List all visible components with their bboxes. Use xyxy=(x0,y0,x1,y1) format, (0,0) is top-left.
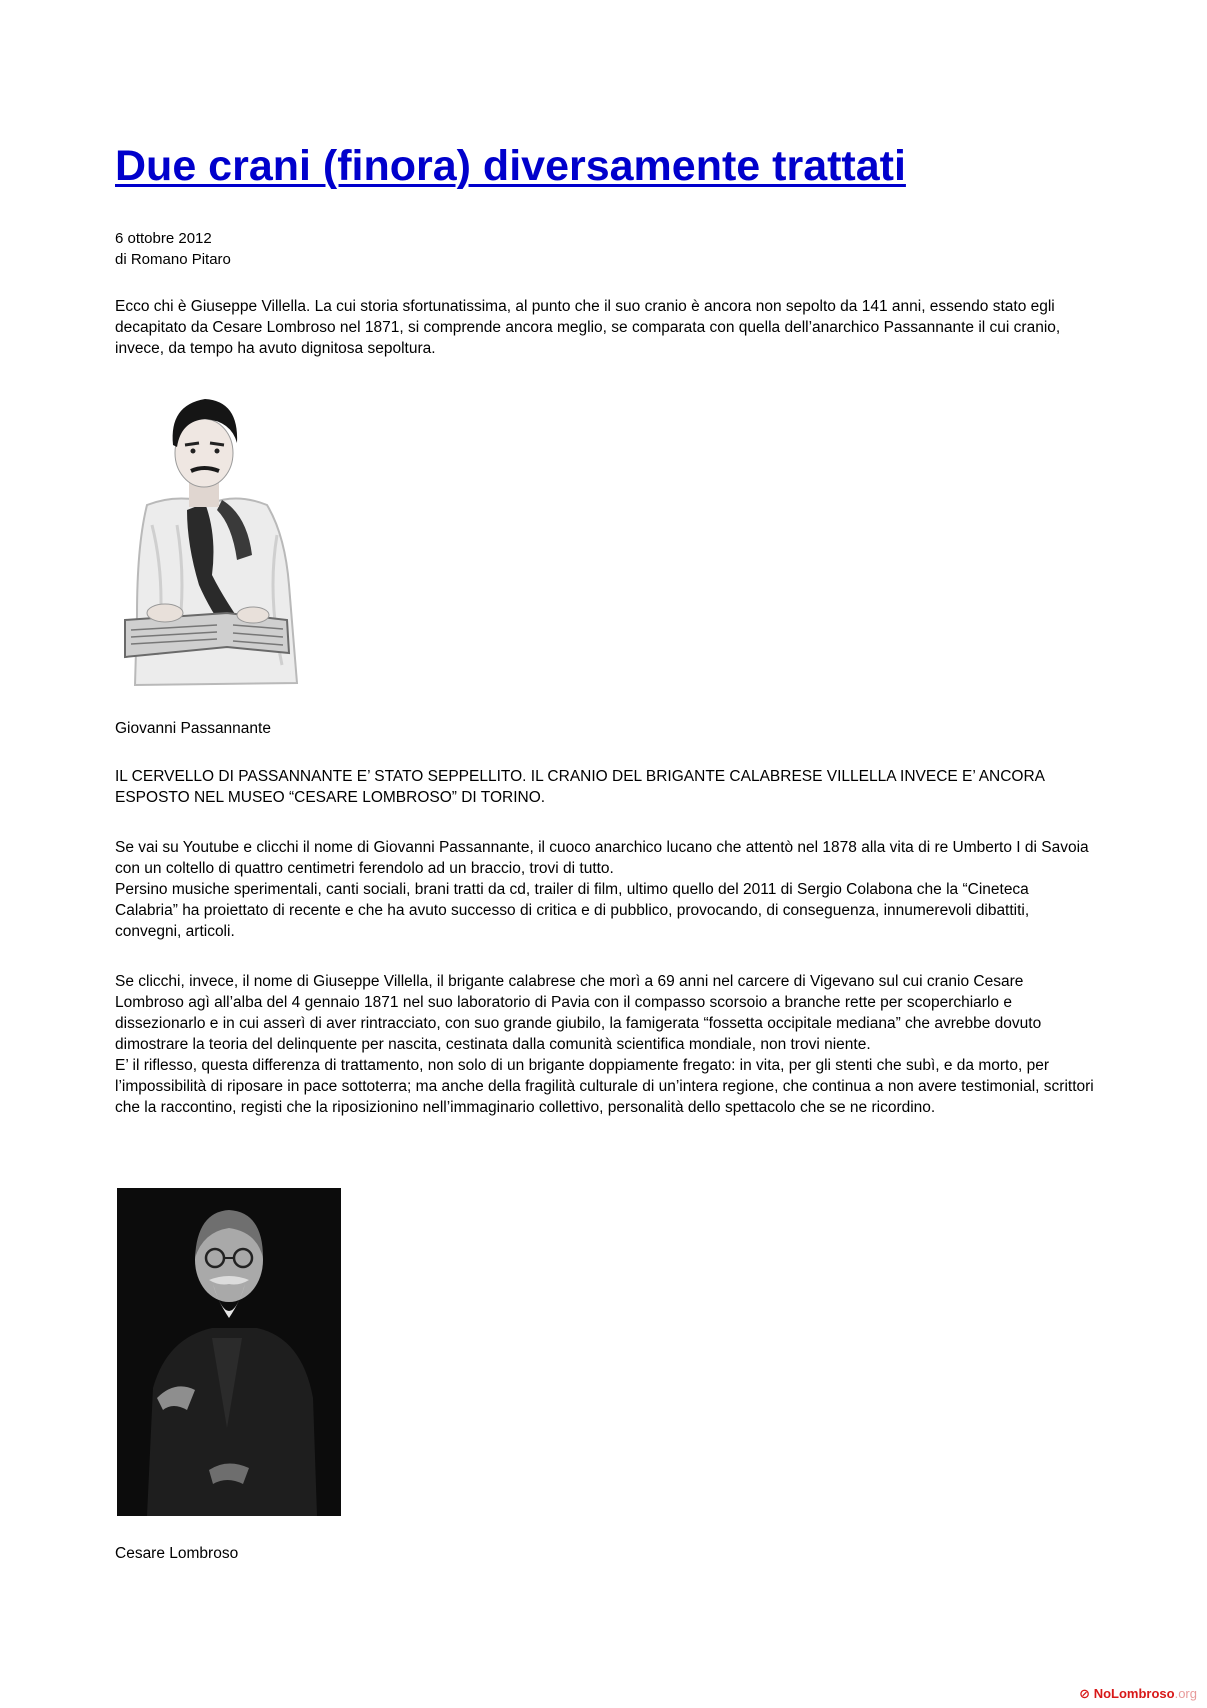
lombroso-photo xyxy=(117,1188,341,1516)
passannante-portrait-drawing xyxy=(117,385,313,691)
watermark-suffix: .org xyxy=(1174,1686,1197,1701)
article-date: 6 ottobre 2012 xyxy=(115,230,212,247)
no-symbol-icon: ⊘ xyxy=(1079,1686,1091,1701)
villella-paragraph-part2: E’ il riflesso, questa differenza di trattamento, non solo di un brigante doppiamente fregato: in vita, per gli stenti che subì, e da morto, per l’impossibilità di riposare in pace sottoterra; ma anche della fragilità culturale di un’intera regione, che continua a non avere testimonial, scrittori che la raccontino, registi che la riposizionino nell’immaginario collettivo, personalità dello spettacolo che se ne ricordino. xyxy=(115,1057,1094,1116)
lombroso-caption: Cesare Lombroso xyxy=(115,1545,239,1562)
villella-paragraph-part1: Se clicchi, invece, il nome di Giuseppe Villella, il brigante calabrese che morì a 69 anni nel carcere di Vigevano sul cui cranio Cesare Lombroso agì all’alba del 4 gennaio 1871 nel suo laboratorio di Pavia con il compasso scorsoio a branche rette per scoperchiarlo e dissezionarlo e in cui asserì di aver rintracciato, con suo grande giubilo, la famigerata “fossetta occipitale mediana” che avrebbe dovuto dimostrare la teoria del delinquente per nascita, cestinata dalla comunità scientifica mondiale, non trovi niente. xyxy=(115,973,1042,1053)
watermark-brand: NoLombroso xyxy=(1093,1686,1175,1701)
youtube-paragraph-part1: Se vai su Youtube e clicchi il nome di Giovanni Passannante, il cuoco anarchico lucano che attentò nel 1878 alla vita di re Umberto I di Savoia con un coltello di quattro centimetri ferendolo ad un braccio, trovi di tutto. xyxy=(115,839,1089,877)
passannante-caption: Giovanni Passannante xyxy=(115,720,271,737)
villella-paragraph xyxy=(115,971,1095,1118)
passannante-photo xyxy=(117,385,313,691)
intro-paragraph: Ecco chi è Giuseppe Villella. La cui storia sfortunatissima, al punto che il suo cranio è ancora non sepolto da 141 anni, essendo stato egli decapitato da Cesare Lombroso nel 1871, si comprende ancora meglio, se comparata con quella dell’anarchico Passannante il cui cranio, invece, da tempo ha avuto dignitosa sepoltura. xyxy=(115,298,1061,357)
headline-paragraph: IL CERVELLO DI PASSANNANTE E’ STATO SEPPELLITO. IL CRANIO DEL BRIGANTE CALABRESE VILLELLA INVECE E’ ANCORA ESPOSTO NEL MUSEO “CESARE LOMBROSO” DI TORINO. xyxy=(115,768,1045,806)
article-author: di Romano Pitaro xyxy=(115,251,231,268)
article-meta xyxy=(115,228,231,270)
article-title[interactable]: Due crani (finora) diversamente trattati xyxy=(115,142,906,190)
youtube-paragraph-part2: Persino musiche sperimentali, canti sociali, brani tratti da cd, trailer di film, ultimo quello del 2011 di Sergio Colabona che la “Cineteca Calabria” ha proiettato di recente e che ha avuto successo di critica e di pubblico, provocando, di conseguenza, innumerevoli dibattiti, convegni, articoli. xyxy=(115,881,1030,940)
lombroso-portrait-drawing xyxy=(117,1188,341,1516)
youtube-paragraph xyxy=(115,837,1095,942)
nolombroso-watermark xyxy=(1079,1686,1197,1702)
